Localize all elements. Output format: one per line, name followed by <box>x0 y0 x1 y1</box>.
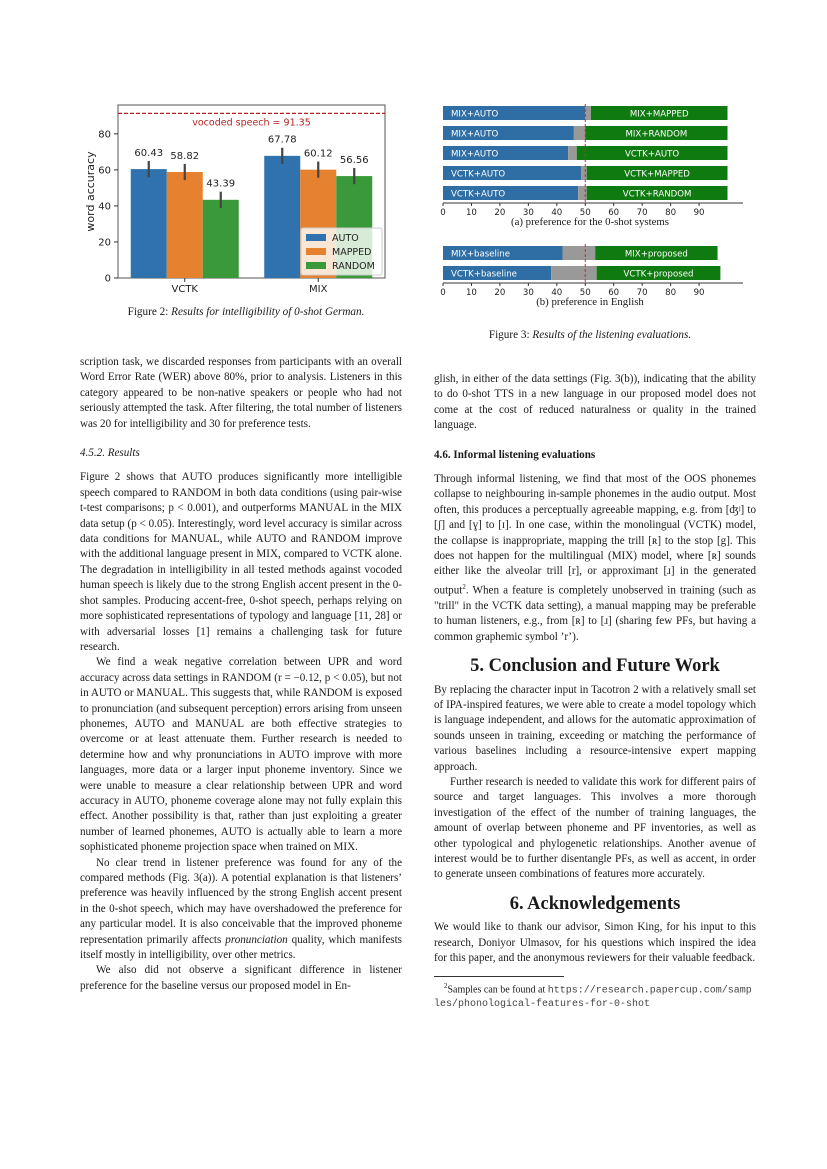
bar-segment-neutral <box>574 126 585 140</box>
x-tick-label: 10 <box>465 288 477 298</box>
word-accuracy-bar-chart <box>80 96 410 296</box>
x-tick-label: 10 <box>465 208 477 218</box>
x-tick-label: 20 <box>494 288 506 298</box>
legend-label: MAPPED <box>332 247 372 258</box>
preference-english-chart <box>430 242 750 298</box>
y-tick-label: 0 <box>104 273 111 285</box>
y-axis-label: word accuracy <box>84 151 97 232</box>
figure-2 <box>80 96 410 296</box>
bar-segment-neutral <box>585 106 591 120</box>
section-heading-5: 5. Conclusion and Future Work <box>470 656 720 677</box>
paragraph: By replacing the character input in Tacotron 2 with a relatively small set of IPA-inspired features, we were able to create a model topology which is language independent, and allows for the automatic approximation of sounds unseen in training, exceeding or matching the performance of various baselines including a resource-intensive expert mapping approach. <box>434 683 756 773</box>
preference-0shot-chart <box>430 100 750 218</box>
bar-left-label: VCTK+baseline <box>451 269 517 280</box>
right-column <box>434 372 756 1011</box>
y-tick-label: 80 <box>98 129 111 141</box>
figure-3-caption: Figure 3: Results of the listening evaluations. <box>488 329 692 341</box>
paragraph: We would like to thank our advisor, Simon King, for his input to this research, Doniyor Ulmasov, for his questions which inspired the idea for this paper, and the anonymous reviewers for their valuable feedback. <box>434 921 756 965</box>
legend-label: AUTO <box>332 233 359 244</box>
x-tick-label: 40 <box>551 208 563 218</box>
x-tick-label: 30 <box>522 288 534 298</box>
bar-left-label: MIX+baseline <box>451 249 511 260</box>
y-tick-label: 40 <box>98 201 111 213</box>
x-tick-label: 60 <box>608 208 620 218</box>
paragraph: Through informal listening, we find that most of the OOS phonemes collapse to neighbouring in-sample phonemes in the audio output. Most often, this produces a perceptually agreeable mapping, e.g. from [ʤʲ] to [ʃ] and [ɣ] to [ɪ]. In one case, within the monolingual (VCTK) model, the collapse is inappropriate, mapping the trill [ʀ] to the stop [g]. This does not happen for the multilingual (MIX) model, where [ʀ] sounds either like the alveolar trill [r], or approximant [ɹ] in the generated output$^2$. When a feature is completely unobserved in training (such as "trill" in the VCTK data setting), a manual mapping may be preferable to human listeners, e.g., from [ʀ] to [ɹ] (sharing few PFs, but having a common graphemic symbol ’r’). <box>434 473 756 643</box>
paragraph: Figure 2 shows that AUTO produces significantly more intelligible speech compared to RANDOM in both data conditions (using pair-wise t-test comparisons; p < 0.001), and outperforms MANUAL in the MIX data setup (p < 0.05). Interestingly, word level accuracy is similar across data conditions for MANUAL, while AUTO and RANDOM improve with the additional language present in MIX, compared to VCTK alone. The degradation in intelligibility in all tested methods against vocoded human speech is likely due to the strong English accent present in the 0-shot samples. Producing accent-free, 0-shot speech, perhaps relying on more sophisticated representations of typology and language [11, 28] or with adversarial losses [1] remains a challenging task for future research. <box>80 471 402 653</box>
paragraph: glish, in either of the data settings (Fig. 3(b)), indicating that the ability to do 0-shot TTS in a new language in our proposed model does not come at the cost of reduced naturalness or quality in the trained language. <box>434 373 756 432</box>
x-tick-label: 60 <box>608 288 620 298</box>
bar-right-label: MIX+RANDOM <box>625 129 688 140</box>
x-tick-label: 30 <box>522 208 534 218</box>
bar-right-label: MIX+proposed <box>624 249 688 260</box>
bar-mapped <box>167 172 203 278</box>
paragraph: Further research is needed to validate this work for different pairs of source and target languages. This involves a more thorough investigation of the effect of the number of training languages, the amount of overlap between phoneme and PF inventories, as well as other typological and phylogenetic relationships. Another avenue of interest would be to further disentangle PFs, as well as accent, in order to generate unseen combinations of features more accurately. <box>434 776 756 881</box>
bar-left-label: MIX+AUTO <box>451 109 499 120</box>
paragraph: scription task, we discarded responses from participants with an overall Word Error Rate (WER) above 80%, prior to analysis. Listeners in this category appeared to be non-native speakers or people who had not seriously attempted the task. After filtering, the total number of listeners was 20 for intelligibility and 30 for preference tests. <box>80 356 402 430</box>
bar-right-label: VCTK+MAPPED <box>624 169 690 180</box>
bar-segment-neutral <box>578 186 587 200</box>
bar-right-label: VCTK+RANDOM <box>622 189 692 200</box>
bar-random <box>203 200 239 278</box>
figure-3b-subcaption: (b) preference in English <box>536 296 644 308</box>
bar-segment-neutral <box>568 146 577 160</box>
paragraph: We also did not observe a significant difference in listener preference for the baseline versus our proposed model in En- <box>80 964 402 992</box>
bar-segment-neutral <box>551 266 597 280</box>
bar-right-label: MIX+MAPPED <box>629 109 689 120</box>
section-heading-6: 6. Acknowledgements <box>509 893 681 914</box>
bar-value-label: 67.78 <box>267 134 297 146</box>
legend-swatch <box>306 262 326 269</box>
subsection-heading: 4.5.2. Results <box>80 447 140 460</box>
legend-label: RANDOM <box>332 261 375 272</box>
x-tick-label: 40 <box>551 288 563 298</box>
paragraph: We find a weak negative correlation between UPR and word accuracy across data settings in RANDOM (r = −0.12, p < 0.05), but not in AUTO or MANUAL. This suggests that, while RANDOM is exposed to pronunciation (and subsequent perception) errors arising from unseen phonemes, AUTO and MANUAL are both effective strategies to overcome or at least attenuate them. Further research is needed to determine how and why pronunciations in AUTO improve with more languages, more data or a larger input phoneme inventory. Since we were unable to measure a clear relationship between UPR and word accuracy in AUTO, phoneme coverage alone may not fully explain this effect. Another possibility is that, rather than just exploiting a greater number of learned phonemes, AUTO is actually able to learn a more sophisticated phoneme projection space when trained on MIX. <box>80 656 402 854</box>
footnote-link[interactable]: https://research.papercup.com/samples/phonological-features-for-0-shot <box>434 984 752 1010</box>
footnote: $^2$Samples can be found at https://research.papercup.com/samples/phonological-features-for-0-shot <box>434 981 752 1010</box>
bar-left-label: VCTK+AUTO <box>451 189 506 200</box>
bar-right-label: VCTK+AUTO <box>625 149 680 160</box>
x-tick-label: 80 <box>665 208 677 218</box>
footnote-divider <box>434 976 564 977</box>
bar-value-label: 60.43 <box>134 147 164 159</box>
x-tick-label: VCTK <box>171 284 198 295</box>
x-tick-label: 70 <box>636 208 648 218</box>
x-tick-label: 0 <box>440 208 446 218</box>
x-tick-label: 70 <box>636 288 648 298</box>
figure-3b <box>430 242 750 298</box>
figure-3a-subcaption: (a) preference for the 0-shot systems <box>511 216 669 228</box>
bar-auto <box>131 169 167 278</box>
y-tick-label: 60 <box>98 165 111 177</box>
bar-value-label: 56.56 <box>339 154 369 166</box>
x-tick-label: 90 <box>693 288 705 298</box>
y-tick-label: 20 <box>98 237 111 249</box>
x-tick-label: 20 <box>494 208 506 218</box>
legend-swatch <box>306 248 326 255</box>
bar-segment-neutral <box>562 246 595 260</box>
figure-3a <box>430 100 750 218</box>
x-tick-label: 90 <box>693 208 705 218</box>
x-tick-label: 80 <box>665 288 677 298</box>
x-tick-label: 50 <box>579 208 591 218</box>
bar-left-label: MIX+AUTO <box>451 149 499 160</box>
bar-value-label: 60.12 <box>303 148 333 160</box>
bar-left-label: MIX+AUTO <box>451 129 499 140</box>
bar-segment-neutral <box>581 166 587 180</box>
bar-value-label: 43.39 <box>206 178 236 190</box>
bar-auto <box>264 156 300 278</box>
bar-left-label: VCTK+AUTO <box>451 169 506 180</box>
x-tick-label: 50 <box>579 288 591 298</box>
reference-line-label: vocoded speech = 91.35 <box>192 117 311 129</box>
x-tick-label: MIX <box>309 284 328 295</box>
bar-right-label: VCTK+proposed <box>623 269 694 280</box>
legend-swatch <box>306 234 326 241</box>
bar-value-label: 58.82 <box>170 150 200 162</box>
paragraph: No clear trend in listener preference was found for any of the compared methods (Fig. 3(a)). A potential explanation is that listeners’ preference was heavily influenced by the strong English accent present in the 0-shot speech, which may have overshadowed the preference for any particular model. It is also conceivable that the improved phoneme representation primarily affects pronunciation quality, which manifests itself mostly in intelligibility, over other metrics. <box>80 856 402 962</box>
x-tick-label: 0 <box>440 288 446 298</box>
figure-2-caption: Figure 2: Results for intelligibility of 0-shot German. <box>127 306 365 318</box>
section-heading-4-6: 4.6. Informal listening evaluations <box>434 448 596 461</box>
left-column <box>80 355 402 994</box>
